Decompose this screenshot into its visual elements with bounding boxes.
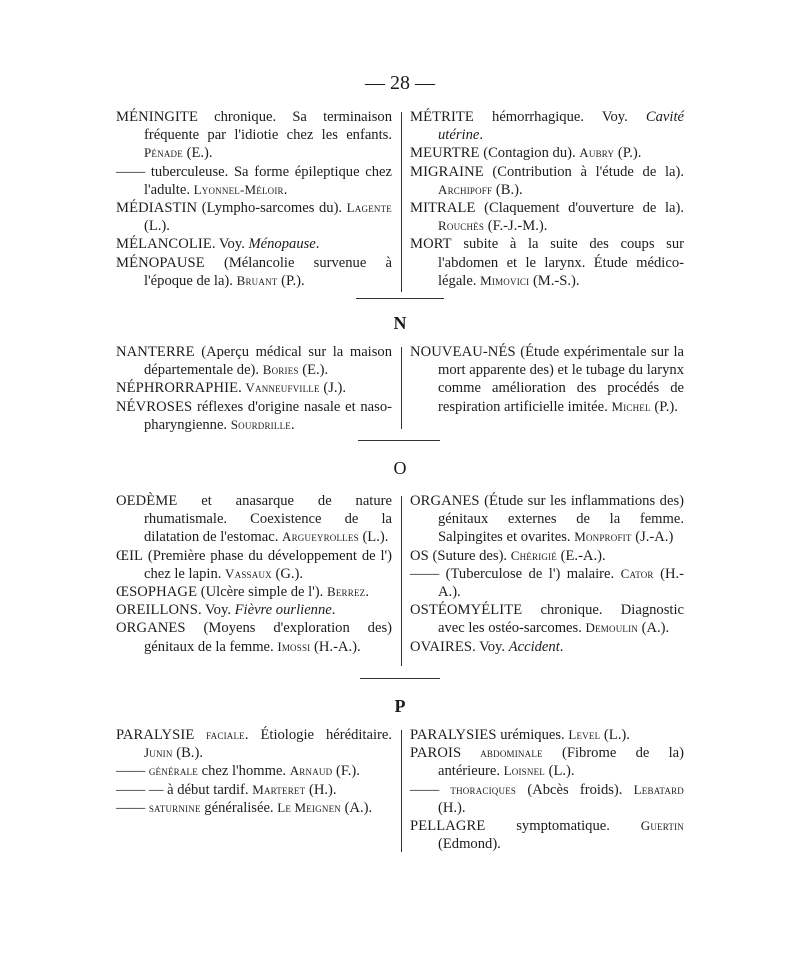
entry-headword: MÉTRITE (410, 109, 474, 125)
entry-text: (E.-A.). (557, 547, 606, 564)
entry-text: (Aperçu médical sur la maison départementale de). (144, 344, 392, 379)
column-divider (401, 347, 402, 429)
index-entry (116, 163, 392, 199)
entry-author: générale (148, 763, 198, 779)
entry-headword: OSTÉOMYÉLITE (410, 602, 523, 619)
entry-author: Junin (144, 745, 173, 761)
index-entry (116, 398, 392, 434)
entry-text: (B.). (172, 745, 203, 762)
entry-headword: MÉDIASTIN (116, 200, 198, 217)
entry-text: (G.). (271, 565, 304, 582)
section-n-left-column (116, 343, 392, 434)
entry-text: (H.-A.). (310, 638, 361, 655)
entry-text: (P.). (650, 398, 678, 415)
entry-text: symptomatique. (485, 818, 641, 835)
entry-author: Guertin (640, 818, 684, 834)
section-separator (356, 298, 444, 299)
entry-text: et anasarque de nature rhumatismale. Coexistence de la dilatation de l'estomac. (144, 493, 392, 546)
entry-text: (L.). (358, 529, 389, 546)
entry-text: (Edmond). (438, 836, 501, 853)
entry-headword: MÉNOPAUSE (116, 254, 205, 271)
entry-author: abdominale (461, 745, 543, 761)
column-divider (401, 112, 402, 292)
entry-text: (L.). (144, 218, 170, 235)
entry-headword: MORT (410, 236, 452, 253)
index-entry (116, 726, 392, 762)
entry-author: saturnine (148, 799, 201, 815)
entry-text: (A.). (340, 799, 373, 816)
index-entry (116, 547, 392, 583)
entry-author: Loisnel (503, 763, 545, 779)
entry-headword: PARALYSIES (410, 727, 497, 743)
index-entry (116, 254, 392, 290)
entry-author: Berrez (326, 584, 366, 600)
index-entry (410, 163, 684, 199)
entry-headword: NÉVROSES (116, 398, 193, 415)
entry-text: réflexes d'origine nasale et naso-pharyngienne. (144, 398, 392, 433)
entry-author: Marteret (252, 781, 306, 797)
index-entry (410, 565, 684, 601)
entry-author: Rouchès (438, 218, 485, 234)
section-p-left-column (116, 726, 392, 817)
entry-text: —— (116, 763, 149, 780)
entry-author: Archipoff (438, 181, 493, 197)
entry-author: Imossi (277, 638, 311, 654)
entry-author: Chérigié (510, 547, 557, 563)
index-entry (116, 619, 392, 655)
entry-text: . (331, 602, 336, 619)
entry-text: . Étiologie héréditaire. (244, 727, 392, 743)
index-entry (410, 726, 684, 744)
entry-text: —— (116, 799, 149, 816)
entry-text: (L.). (600, 727, 630, 743)
entry-author: Argueyrolles (282, 529, 359, 545)
entry-text: (M.-S.). (529, 272, 580, 289)
entry-text: (Fibrome de la) antérieure. (438, 745, 684, 780)
index-entry (410, 492, 684, 547)
entry-headword: MEURTRE (410, 145, 480, 162)
index-entry (116, 799, 392, 817)
entry-text: —— (410, 781, 451, 798)
entry-headword: OEDÈME (116, 493, 178, 509)
entry-text: —— tuberculeuse. Sa forme épileptique chez l'adulte. (116, 163, 392, 198)
entry-headword: OVAIRES (410, 638, 473, 655)
entry-headword: PAROIS (410, 745, 462, 762)
entry-text: (H.). (438, 799, 466, 816)
index-entry (116, 601, 392, 619)
index-entry (410, 547, 684, 565)
entry-text: (Moyens d'exploration des) génitaux de la femme. (144, 620, 392, 655)
entry-text: . (479, 127, 483, 144)
entry-headword: OREILLONS (116, 602, 198, 619)
index-entry (116, 235, 392, 253)
entry-text: (P.). (614, 145, 642, 162)
entry-text: chronique. Sa terminaison fréquente par l'idiotie chez les enfants. (144, 109, 392, 144)
entry-text: . (559, 638, 564, 655)
entry-text: (L.). (544, 763, 575, 780)
entry-text: (J.-A.) (631, 529, 674, 546)
index-entry (116, 492, 392, 547)
entry-author: Le Meignen (277, 799, 341, 815)
entry-text: hémorrhagique. Voy. (473, 109, 646, 125)
entry-cross-reference: Ménopause (248, 236, 316, 253)
entry-text: —— — à début tardif. (116, 781, 253, 798)
entry-author: Vassaux (225, 565, 272, 581)
entry-headword: OS (410, 547, 429, 564)
section-o-left-column (116, 492, 392, 656)
entry-text: (F.). (332, 763, 360, 780)
entry-author: Demoulin (585, 620, 638, 636)
entry-text: (E.). (298, 362, 329, 379)
entry-cross-reference: Cavité utérine (438, 109, 684, 144)
entry-text: généralisée. (200, 799, 278, 816)
entry-headword: NANTERRE (116, 344, 195, 360)
entry-cross-reference: Accident (508, 638, 560, 655)
entry-text: . (283, 181, 288, 198)
entry-headword: ORGANES (410, 493, 480, 509)
index-entry (410, 343, 684, 416)
section-o-right-column (410, 492, 684, 656)
column-divider (401, 496, 402, 666)
entry-text: (B.). (492, 181, 523, 198)
entry-text: . (238, 380, 246, 397)
entry-author: Level (568, 727, 601, 742)
entry-author: Sourdrille (230, 416, 291, 432)
entry-text: (Première phase du développement de l') chez le lapin. (143, 547, 392, 582)
index-entry (410, 817, 684, 853)
entry-text: urémiques. (496, 727, 569, 743)
index-entry (410, 144, 684, 162)
index-entry (410, 781, 684, 817)
entry-text: (F.-J.-M.). (484, 218, 548, 235)
entry-text: . (315, 236, 320, 253)
entry-text: (Étude sur les inflammations des) génitaux externes de la femme. Salpingites et ovarites. (438, 493, 684, 546)
entry-text: (Ulcère simple de l'). (197, 584, 327, 601)
entry-headword: MÉNINGITE (116, 109, 198, 125)
entry-text: . (365, 584, 369, 601)
index-entry (410, 235, 684, 290)
entry-headword: PELLAGRE (410, 818, 486, 835)
index-entry (116, 108, 392, 163)
entry-author: faciale (194, 727, 245, 742)
entry-author: Vanneufville (245, 380, 320, 396)
section-n (116, 343, 684, 433)
entry-text: (Contribution à l'étude de la). (483, 163, 684, 180)
index-entry (116, 199, 392, 235)
entry-text: . Voy. (211, 236, 249, 253)
entry-cross-reference: Fièvre ourlienne (234, 602, 332, 619)
entry-text: —— (Tuberculose de l') malaire. (410, 565, 621, 582)
entry-headword: NÉPHRORRAPHIE (116, 380, 239, 397)
entry-text: . Voy. (472, 638, 509, 655)
column-divider (401, 730, 402, 852)
entry-text: (H.-A.). (438, 565, 684, 601)
entry-text: (Contagion du). (479, 145, 580, 162)
entry-author: Bories (262, 362, 299, 378)
entry-author: Cator (620, 565, 654, 581)
index-entry (410, 744, 684, 780)
index-entry (410, 108, 684, 144)
entry-author: Monprofit (574, 529, 632, 545)
entry-author: Aubry (579, 145, 615, 161)
section-m-right-column (410, 108, 684, 290)
entry-author: Arnaud (289, 763, 333, 779)
section-n-right-column (410, 343, 684, 416)
entry-text: (H.). (305, 781, 337, 798)
entry-text: (Abcès froids). (516, 781, 634, 798)
entry-text: subite à la suite des coups sur l'abdomen et le larynx. Étude médico-légale. (438, 236, 684, 289)
section-letter-o: O (393, 458, 407, 478)
entry-headword: ŒSOPHAGE (116, 584, 198, 601)
entry-author: Bruant (236, 272, 278, 288)
entry-text: (E.). (182, 145, 213, 162)
entry-text: (Suture des). (428, 547, 511, 564)
entry-text: (Mélancolie survenue à l'époque de la). (144, 254, 392, 289)
index-entry (116, 781, 392, 799)
entry-headword: ORGANES (116, 620, 186, 637)
entry-text: (Lympho-sarcomes du). (197, 200, 347, 217)
index-entry (410, 199, 684, 235)
entry-text: (Étude expérimentale sur la mort apparente des) et le tubage du larynx comme amélioration des procédés de respiration artificielle imitée. (438, 344, 684, 415)
entry-text: (P.). (277, 272, 305, 289)
entry-headword: PARALYSIE (116, 727, 195, 743)
section-p-right-column (410, 726, 684, 853)
section-o (116, 492, 684, 670)
entry-headword: MÉLANCOLIE (116, 236, 212, 253)
section-letter-n: N (393, 313, 407, 333)
entry-headword: MIGRAINE (410, 163, 484, 180)
index-entry (410, 601, 684, 637)
entry-headword: MITRALE (410, 200, 476, 217)
entry-text: (J.). (319, 380, 347, 397)
entry-text: chronique. Diagnostic avec les ostéo-sarcomes. (438, 602, 684, 637)
entry-text: . Voy. (197, 602, 235, 619)
index-entry (410, 638, 684, 656)
index-entry (116, 343, 392, 379)
entry-headword: NOUVEAU-NÉS (410, 344, 516, 360)
entry-text: (Claquement d'ouverture de la). (475, 200, 684, 217)
section-p (116, 726, 684, 856)
entry-headword: ŒIL (116, 547, 144, 564)
entry-author: Lyonnel-Méloir (193, 181, 284, 197)
index-entry (116, 379, 392, 397)
section-separator (360, 678, 440, 679)
section-letter-p: P (394, 696, 406, 716)
entry-author: Michel (611, 398, 651, 414)
entry-author: Lagente (346, 200, 392, 216)
entry-author: Lebatard (633, 781, 684, 797)
section-m (116, 108, 684, 292)
entry-author: thoraciques (450, 781, 517, 797)
index-entry (116, 762, 392, 780)
entry-text: (A.). (637, 620, 670, 637)
section-separator (358, 440, 440, 441)
page-number: — 28 — (365, 72, 435, 94)
entry-text: . (290, 416, 295, 433)
entry-author: Pénade (144, 145, 183, 161)
entry-text: chez l'homme. (197, 763, 290, 780)
index-entry (116, 583, 392, 601)
entry-author: Mimovici (480, 272, 530, 288)
section-m-left-column (116, 108, 392, 290)
